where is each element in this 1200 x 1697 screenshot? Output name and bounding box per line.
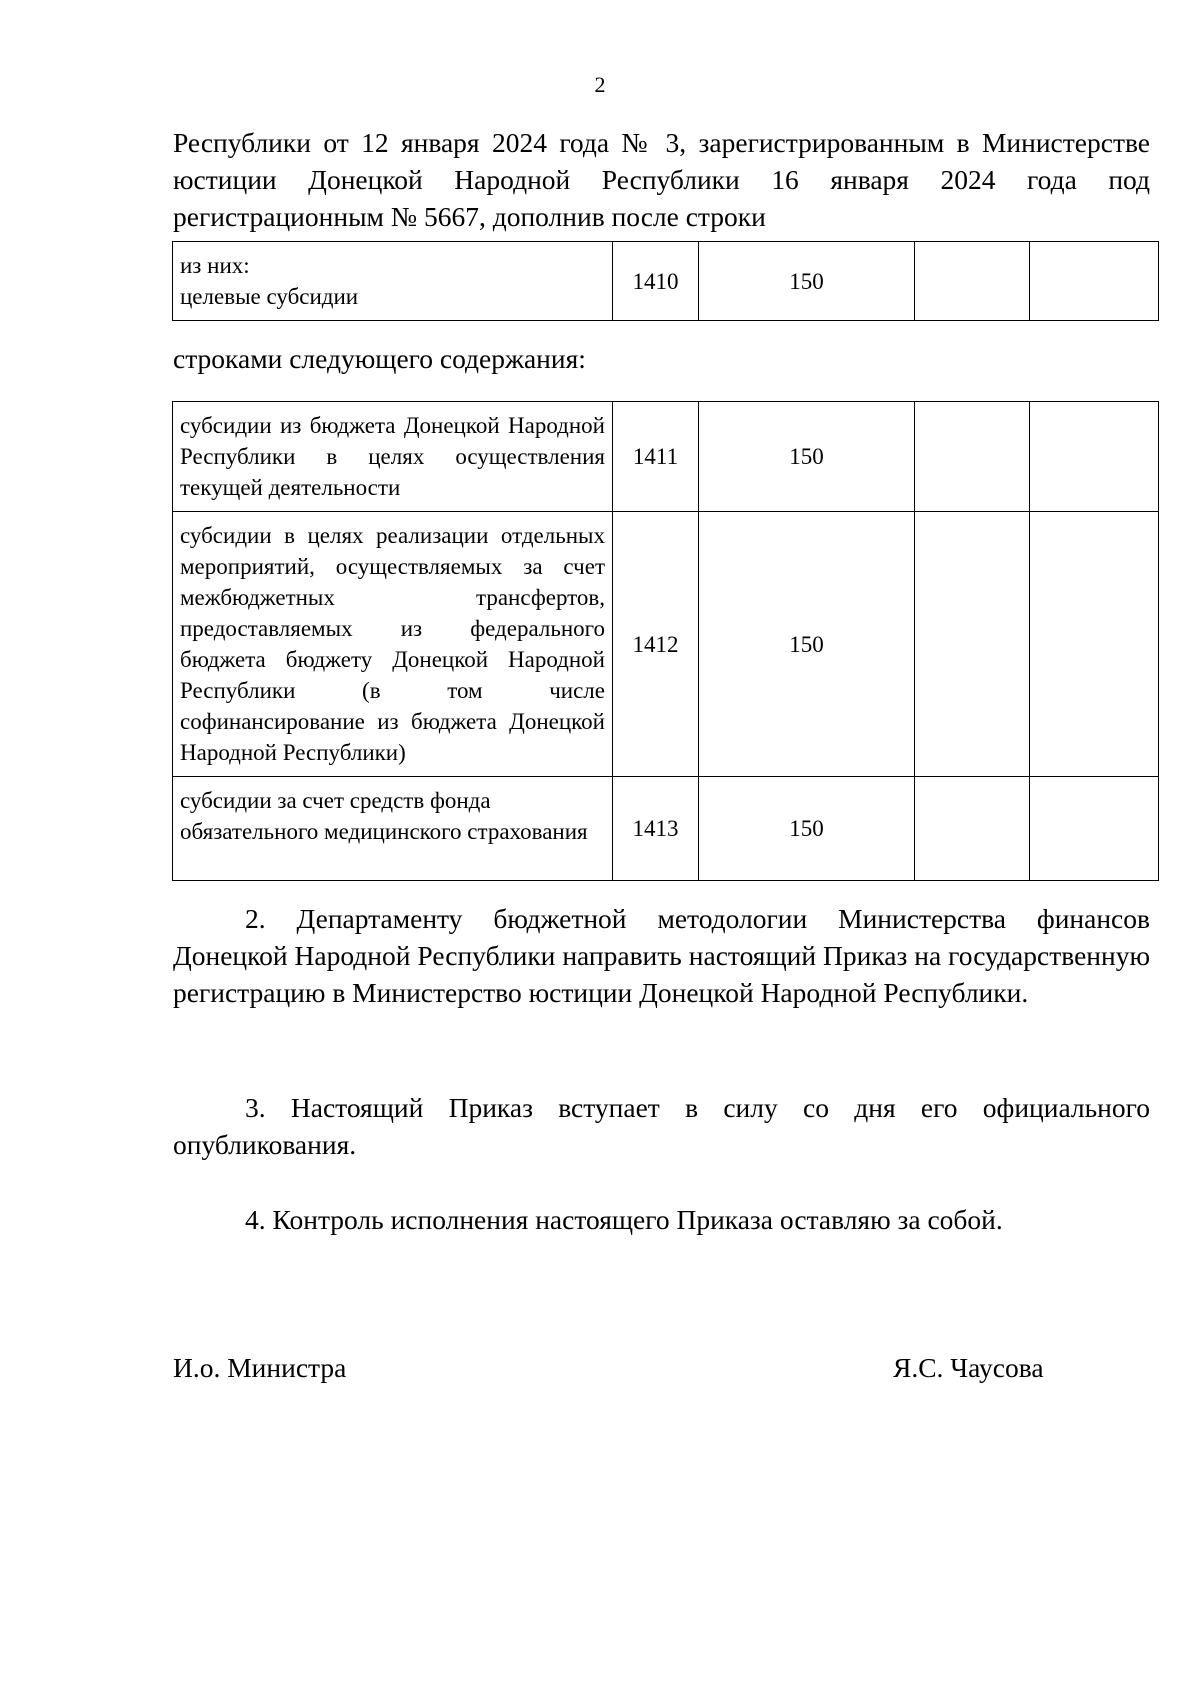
row-value: 150 <box>699 512 915 777</box>
table-before <box>172 241 1159 321</box>
description-line: из них: <box>180 253 250 278</box>
signatory-title: И.о. Министра <box>173 1352 347 1383</box>
table-row <box>173 242 1159 321</box>
empty-cell <box>915 242 1030 321</box>
paragraph-4: 4. Контроль исполнения настоящего Приказа оставляю за собой. <box>245 1204 1003 1235</box>
row-code: 1413 <box>613 777 699 881</box>
row-description <box>173 242 613 321</box>
row-code: 1410 <box>613 242 699 321</box>
row-description: субсидии в целях реализации отдельных мероприятий, осуществляемых за счет межбюджетных трансфертов, предоставляемых из федерального бюджета бюджету Донецкой Народной Республики (в том числе софинансирование из бюджета Донецкой Народной Республики) <box>173 512 613 777</box>
empty-cell <box>1030 402 1159 512</box>
row-description: субсидии за счет средств фонда обязательного медицинского страхования <box>173 777 613 881</box>
table-row <box>173 777 1159 881</box>
empty-cell <box>1030 242 1159 321</box>
row-value: 150 <box>699 402 915 512</box>
row-code: 1412 <box>613 512 699 777</box>
signatory-name: Я.С. Чаусова <box>893 1352 1044 1383</box>
empty-cell <box>1030 777 1159 881</box>
following-label: строками следующего содержания: <box>173 343 586 374</box>
intro-paragraph: Республики от 12 января 2024 года № 3, зарегистрированным в Министерстве юстиции Донецкой Народной Республики 16 января 2024 года под регистрационным № 5667, дополнив после строки <box>173 127 1150 232</box>
table-after <box>172 401 1159 881</box>
table-row <box>173 402 1159 512</box>
empty-cell <box>1030 512 1159 777</box>
row-description: субсидии из бюджета Донецкой Народной Республики в целях осуществления текущей деятельности <box>173 402 613 512</box>
description-line: целевые субсидии <box>180 284 359 309</box>
empty-cell <box>915 777 1030 881</box>
paragraph-2: 2. Департаменту бюджетной методологии Министерства финансов Донецкой Народной Республики направить настоящий Приказ на государственную регистрацию в Министерство юстиции Донецкой Народной Республики. <box>173 903 1150 1008</box>
empty-cell <box>915 402 1030 512</box>
row-value: 150 <box>699 242 915 321</box>
empty-cell <box>915 512 1030 777</box>
paragraph-3: 3. Настоящий Приказ вступает в силу со дня его официального опубликования. <box>173 1092 1150 1160</box>
page-number: 2 <box>594 72 606 97</box>
row-code: 1411 <box>613 402 699 512</box>
row-value: 150 <box>699 777 915 881</box>
table-row <box>173 512 1159 777</box>
